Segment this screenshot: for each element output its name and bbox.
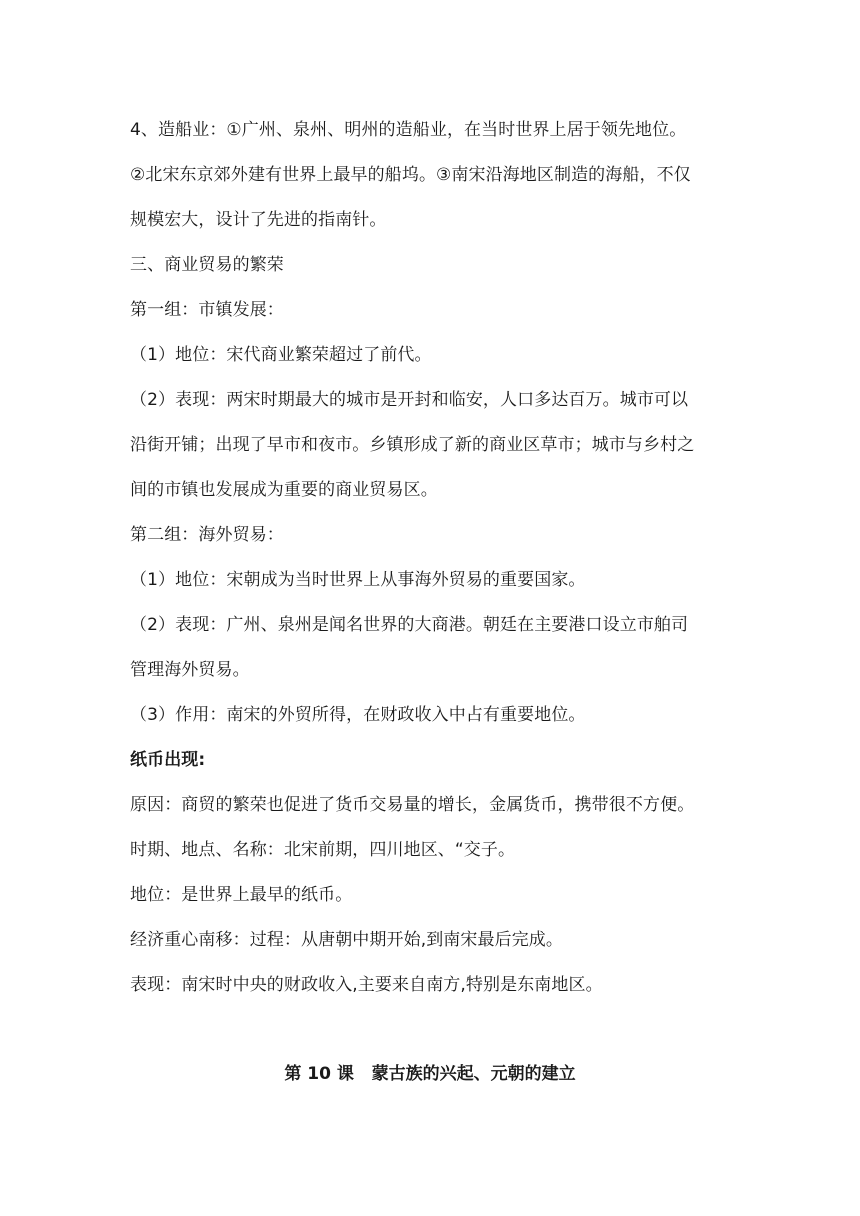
lesson-title: 第 10 课 蒙古族的兴起、元朝的建立 — [284, 1064, 576, 1084]
text-line-11: （1）地位：宋朝成为当时世界上从事海外贸易的重要国家。 — [130, 570, 586, 590]
heading-paper-money: 纸币出现: — [130, 750, 206, 770]
text-line-7: （2）表现：两宋时期最大的城市是开封和临安，人口多达百万。城市可以 — [130, 390, 689, 410]
text-line-13: 管理海外贸易。 — [130, 660, 250, 680]
text-line-17: 时期、地点、名称：北宋前期，四川地区、“交子。 — [130, 840, 516, 860]
text-line-16: 原因：商贸的繁荣也促进了货币交易量的增长，金属货币，携带很不方便。 — [130, 795, 695, 815]
document-body — [130, 108, 740, 1008]
text-line-14: （3）作用：南宋的外贸所得，在财政收入中占有重要地位。 — [130, 705, 586, 725]
text-line-19: 经济重心南移：过程：从唐朝中期开始,到南宋最后完成。 — [130, 930, 564, 950]
group-heading-towns: 第一组：市镇发展： — [130, 300, 284, 320]
text-line-3: 规模宏大，设计了先进的指南针。 — [130, 210, 387, 230]
text-line-2: ②北宋东京郊外建有世界上最早的船坞。③南宋沿海地区制造的海船，不仅 — [130, 165, 691, 185]
text-line-9: 间的市镇也发展成为重要的商业贸易区。 — [130, 480, 438, 500]
text-line-6: （1）地位：宋代商业繁荣超过了前代。 — [130, 345, 432, 365]
text-line-8: 沿街开铺；出现了早市和夜市。乡镇形成了新的商业区草市；城市与乡村之 — [130, 435, 695, 455]
text-line-1: 4、造船业：①广州、泉州、明州的造船业，在当时世界上居于领先地位。 — [130, 120, 687, 140]
section-heading-commerce: 三、商业贸易的繁荣 — [130, 255, 284, 275]
text-line-18: 地位：是世界上最早的纸币。 — [130, 885, 353, 905]
group-heading-overseas-trade: 第二组：海外贸易： — [130, 525, 284, 545]
text-line-12: （2）表现：广州、泉州是闻名世界的大商港。朝廷在主要港口设立市舶司 — [130, 615, 689, 635]
text-line-20: 表现：南宋时中央的财政收入,主要来自南方,特别是东南地区。 — [130, 975, 603, 995]
